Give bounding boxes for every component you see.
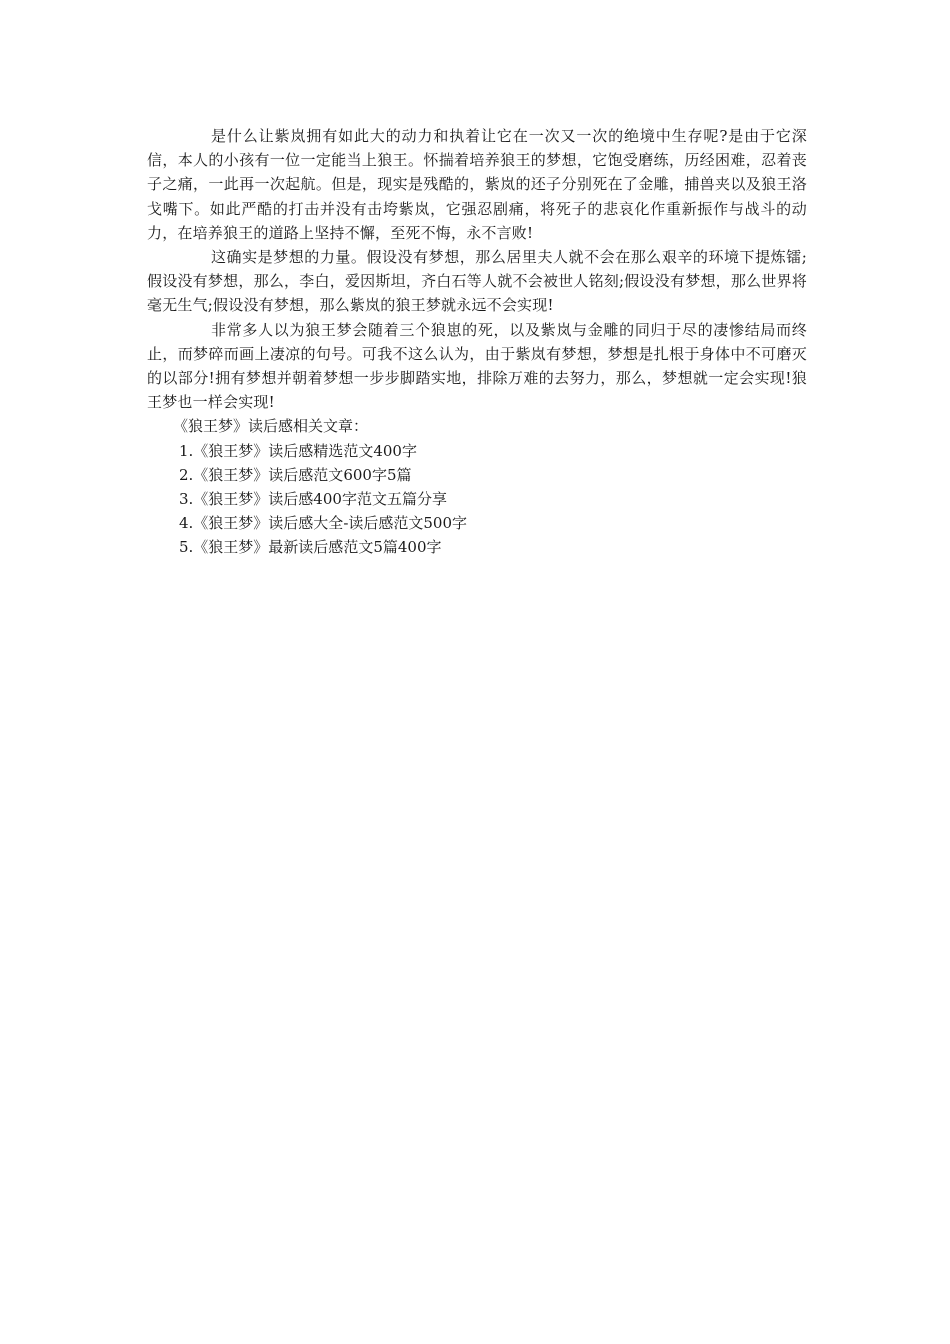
body-paragraph-2: 这确实是梦想的力量。假设没有梦想，那么居里夫人就不会在那么艰辛的环境下提炼镭;假设没有梦想，那么，李白，爱因斯坦，齐白石等人就不会被世人铭刻;假设没有梦想，那么世界将毫无生气;假设没有梦想，那么紫岚的狼王梦就永远不会实现! [147,248,807,315]
body-paragraph-3: 非常多人以为狼王梦会随着三个狼崽的死，以及紫岚与金雕的同归于尽的凄惨结局而终止，而梦碎而画上凄凉的句号。可我不这么认为，由于紫岚有梦想，梦想是扎根于身体中不可磨灭的以部分!拥有梦想并朝着梦想一步步脚踏实地，排除万难的去努力，那么，梦想就一定会实现!狼王梦也一样会实现! [147,320,807,412]
related-article-link-4[interactable]: 4.《狼王梦》读后感大全-读后感范文500字 [179,514,468,533]
related-article-link-2[interactable]: 2.《狼王梦》读后感范文600字5篇 [179,465,412,484]
related-articles-list [147,439,807,560]
document-body [147,124,807,560]
related-article-link-5[interactable]: 5.《狼王梦》最新读后感范文5篇400字 [179,538,442,557]
body-paragraph-1: 是什么让紫岚拥有如此大的动力和执着让它在一次又一次的绝境中生存呢?是由于它深信，本人的小孩有一位一定能当上狼王。怀揣着培养狼王的梦想，它饱受磨练，历经困难，忍着丧子之痛，一此再一次起航。但是，现实是残酷的，紫岚的还子分别死在了金雕，捕兽夹以及狼王洛戈嘴下。如此严酷的打击并没有击垮紫岚，它强忍剧痛，将死子的悲哀化作重新振作与战斗的动力，在培养狼王的道路上坚持不懈，至死不悔，永不言败! [147,127,807,242]
related-article-link-3[interactable]: 3.《狼王梦》读后感400字范文五篇分享 [179,490,447,509]
related-article-link-1[interactable]: 1.《狼王梦》读后感精选范文400字 [179,441,417,460]
related-articles-heading: 《狼王梦》读后感相关文章： [173,417,369,436]
